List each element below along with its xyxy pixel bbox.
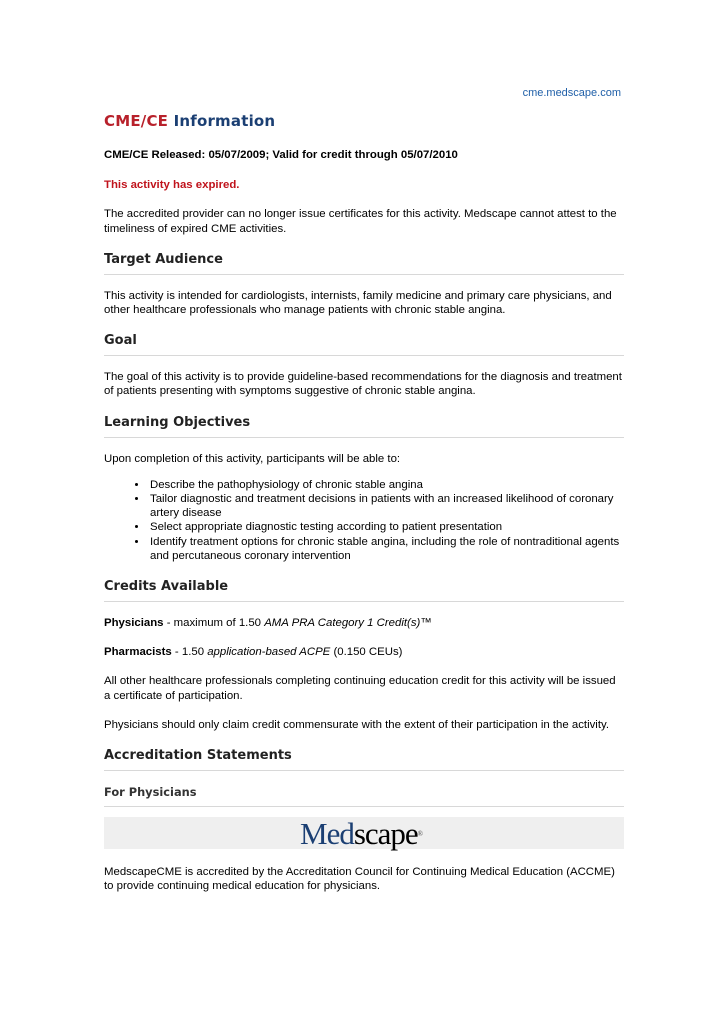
learning-objectives-heading: Learning Objectives <box>104 415 624 438</box>
release-info: CME/CE Released: 05/07/2009; Valid for credit through 05/07/2010 <box>104 149 458 161</box>
list-item: • Select appropriate diagnostic testing according to patient presentation <box>148 520 624 534</box>
physicians-credit-type: AMA PRA Category 1 Credit(s)™ <box>264 617 432 630</box>
site-url-link[interactable]: cme.medscape.com <box>522 87 621 99</box>
physicians-credit-text: - maximum of 1.50 <box>163 617 265 630</box>
objectives-intro: Upon completion of this activity, participants will be able to: <box>104 452 401 465</box>
target-audience-heading: Target Audience <box>104 252 624 275</box>
list-item: • Describe the pathophysiology of chronic stable angina <box>148 478 624 492</box>
page-title <box>104 112 624 130</box>
title-part-cme: CME/CE <box>104 112 169 130</box>
list-item: • Identify treatment options for chronic stable angina, including the role of nontraditional agents and percutaneous coronary intervention <box>148 535 624 563</box>
expired-notice: This activity has expired. <box>104 179 240 192</box>
claim-note: Physicians should only claim credit commensurate with the extent of their participation in the activity. <box>104 718 610 731</box>
pharmacists-label: Pharmacists <box>104 646 172 659</box>
accreditation-heading: Accreditation Statements <box>104 748 624 771</box>
pharmacists-credit-type: application-based ACPE <box>207 646 331 659</box>
expired-note: The accredited provider can no longer issue certificates for this activity. Medscape cannot attest to the timeliness of expired CME activities. <box>104 208 617 235</box>
pharmacists-ceus: (0.150 CEUs) <box>330 646 403 659</box>
list-item: • Tailor diagnostic and treatment decisions in patients with an increased likelihood of coronary artery disease <box>148 492 624 520</box>
pharmacists-credit-text: - 1.50 <box>171 646 208 659</box>
medscape-logo: Medscape® <box>300 816 422 852</box>
objectives-list <box>104 478 624 563</box>
goal-text: The goal of this activity is to provide guideline-based recommendations for the diagnosis and treatment of patients presenting with symptoms suggestive of chronic stable angina. <box>104 371 622 398</box>
physicians-label: Physicians <box>104 617 164 630</box>
goal-heading: Goal <box>104 333 624 356</box>
credits-available-heading: Credits Available <box>104 579 624 602</box>
physicians-credit <box>104 616 624 630</box>
for-physicians-heading: For Physicians <box>104 785 624 807</box>
logo-bar <box>104 816 624 852</box>
main-content <box>104 112 624 893</box>
pharmacists-credit <box>104 645 624 659</box>
other-professionals-note: All other healthcare professionals completing continuing education credit for this activity will be issued a certificate of participation. <box>104 675 616 702</box>
title-part-information: Information <box>173 112 276 130</box>
target-audience-text: This activity is intended for cardiologists, internists, family medicine and primary care physicians, and other healthcare professionals who manage patients with chronic stable angina. <box>104 289 612 317</box>
accreditation-statement: MedscapeCME is accredited by the Accreditation Council for Continuing Medical Education (ACCME) to provide continuing medical education for physicians. <box>104 866 615 893</box>
